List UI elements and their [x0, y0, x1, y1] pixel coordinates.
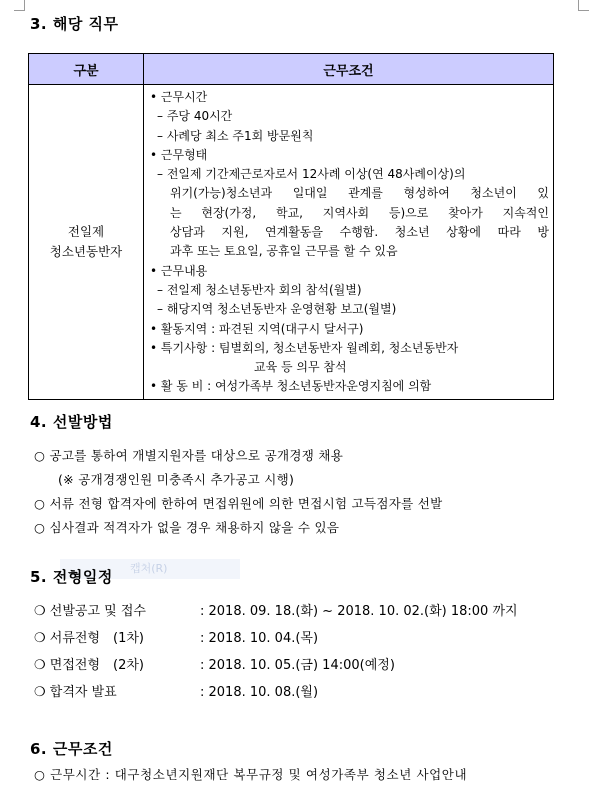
page-corner-mark-left [14, 0, 25, 11]
condition-line: • 근무형태 [150, 147, 208, 162]
section-4-heading: 4. 선발방법 [30, 413, 113, 431]
row-label-line: 전일제 [67, 223, 105, 239]
schedule-bullet: ❍ [34, 631, 46, 646]
condition-line: • 근무시간 [150, 90, 208, 104]
schedule-value: : 2018. 10. 05.(금) 14:00(예정) [200, 658, 395, 673]
schedule-value: : 2018. 10. 08.(월) [200, 685, 319, 700]
schedule-bullet: ❍ [34, 604, 46, 619]
selection-line: ○ 서류 전형 합격자에 한하여 면접위원에 의한 면접시험 고득점자를 선발 [34, 496, 443, 511]
row-label [29, 85, 144, 400]
schedule-value: : 2018. 10. 04.(목) [200, 631, 319, 646]
condition-line: 상담과 지원, 연계활동을 수행함. 청소년 상황에 따라 방 [170, 225, 549, 240]
conditions-cell [144, 85, 554, 400]
duty-table-row [29, 85, 554, 400]
page-corner-mark-right [578, 0, 589, 11]
schedule-item [34, 600, 518, 619]
condition-line: 는 현장(가정, 학교, 지역사회 등)으로 찾아가 지속적인 [170, 205, 549, 220]
schedule-item [34, 654, 395, 673]
schedule-bullet: ❍ [34, 658, 46, 673]
schedule-bullet: ❍ [34, 685, 46, 700]
schedule-label: 서류전형 (1차) [49, 631, 145, 646]
selection-line: ○ 심사결과 적격자가 없을 경우 채용하지 않을 수 있음 [34, 520, 340, 535]
capture-watermark: 캡처(R) [60, 559, 240, 579]
col-header-category: 구분 [29, 54, 144, 85]
condition-line: 과후 또는 토요일, 공휴일 근무를 할 수 있음 [170, 244, 398, 259]
duty-table [28, 53, 554, 400]
schedule-label: 합격자 발표 [49, 685, 117, 700]
condition-line: • 활 동 비 : 여성가족부 청소년동반자운영지침에 의함 [150, 379, 432, 394]
schedule-item [34, 681, 318, 700]
condition-line: 교육 등 의무 참석 [254, 360, 347, 375]
schedule-item [34, 627, 318, 646]
schedule-value: : 2018. 09. 18.(화) ~ 2018. 10. 02.(화) 18:00 까지 [200, 604, 518, 619]
condition-line: 위기(가능)청소년과 일대일 관계를 형성하여 청소년이 있 [170, 186, 549, 201]
work-condition-line: ○ 근무시간 : 대구청소년지원재단 복무규정 및 여성가족부 청소년 사업안내 [34, 767, 468, 782]
section-5-heading: 5. 전형일정 [30, 568, 113, 586]
condition-line: • 활동지역 : 파견된 지역(대구시 달서구) [150, 321, 364, 336]
condition-line: • 근무내용 [150, 263, 208, 278]
schedule-label: 면접전형 (2차) [49, 658, 145, 673]
duty-table-header-row [29, 54, 554, 85]
col-header-conditions: 근무조건 [144, 54, 554, 85]
selection-line: ○ 공고를 통하여 개별지원자를 대상으로 공개경쟁 채용 [34, 448, 344, 463]
condition-line: – 해당지역 청소년동반자 운영현황 보고(월별) [157, 302, 397, 317]
condition-line: – 주당 40시간 [157, 109, 233, 124]
section-3-heading: 3. 해당 직무 [30, 15, 119, 33]
schedule-label: 선발공고 및 접수 [49, 604, 146, 619]
section-6-heading: 6. 근무조건 [30, 740, 113, 758]
condition-line: • 특기사항 : 팀별회의, 청소년동반자 월례회, 청소년동반자 [150, 340, 459, 355]
condition-line: – 사례당 최소 주1회 방문원칙 [157, 128, 314, 143]
selection-note: (※ 공개경쟁인원 미충족시 추가공고 시행) [58, 472, 295, 487]
row-label-line: 청소년동반자 [49, 243, 123, 259]
condition-line: – 전일제 청소년동반자 회의 참석(월별) [157, 282, 362, 297]
condition-line: – 전일제 기간제근로자로서 12사례 이상(연 48사례이상)의 [157, 167, 466, 182]
